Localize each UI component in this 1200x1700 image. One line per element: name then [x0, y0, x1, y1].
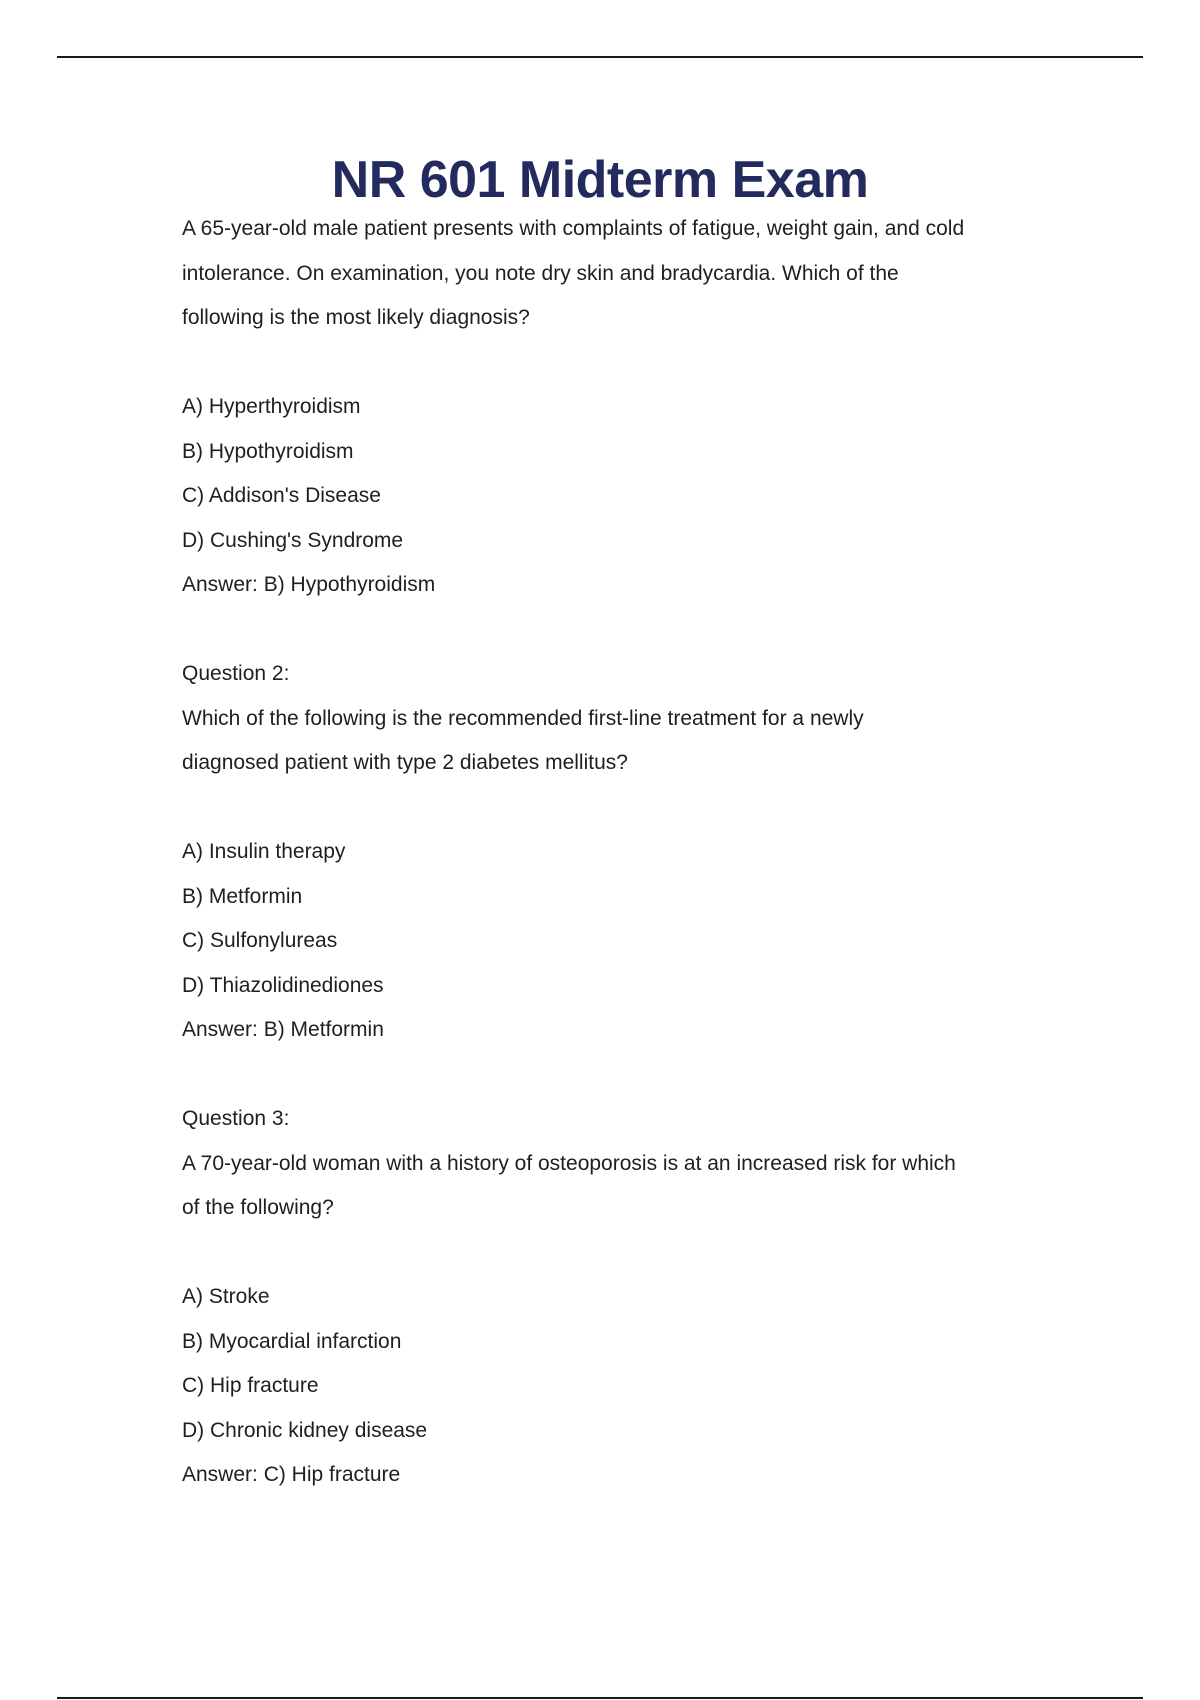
question-1-text-line: following is the most likely diagnosis? [182, 306, 530, 329]
question-3-label: Question 3: [182, 1107, 290, 1130]
question-1-option-c: C) Addison's Disease [182, 484, 381, 507]
spacer [182, 341, 1042, 386]
spacer [182, 1053, 1042, 1098]
question-2-text-line: Which of the following is the recommended first-line treatment for a newly [182, 706, 864, 730]
question-2-answer: Answer: B) Metformin [182, 1018, 384, 1041]
question-3-text-line: A 70-year-old woman with a history of osteoporosis is at an increased risk for which [182, 1151, 956, 1175]
question-3-text-line: of the following? [182, 1196, 334, 1219]
question-1-option-d: D) Cushing's Syndrome [182, 528, 404, 552]
question-1-option-b: B) Hypothyroidism [182, 439, 354, 463]
bottom-rule [57, 1697, 1143, 1699]
question-3-option-c: C) Hip fracture [182, 1374, 319, 1397]
question-1-answer: Answer: B) Hypothyroidism [182, 573, 436, 596]
exam-content [182, 207, 1042, 1498]
question-1-option-a: A) Hyperthyroidism [182, 395, 361, 418]
question-3-option-a: A) Stroke [182, 1285, 270, 1308]
question-2-option-a: A) Insulin therapy [182, 840, 346, 863]
question-2 [182, 652, 1042, 1053]
question-3-option-d: D) Chronic kidney disease [182, 1418, 428, 1442]
question-1 [182, 207, 1042, 608]
spacer [182, 608, 1042, 653]
question-2-option-d: D) Thiazolidinediones [182, 973, 384, 997]
spacer [182, 1231, 1042, 1276]
question-2-option-b: B) Metformin [182, 884, 303, 908]
question-3 [182, 1097, 1042, 1498]
question-1-text-line: A 65-year-old male patient presents with complaints of fatigue, weight gain, and cold [182, 217, 965, 240]
question-2-label: Question 2: [182, 662, 290, 685]
question-2-option-c: C) Sulfonylureas [182, 929, 338, 952]
question-2-text-line: diagnosed patient with type 2 diabetes mellitus? [182, 751, 628, 774]
page-title: NR 601 Midterm Exam [331, 151, 869, 209]
top-rule [57, 56, 1143, 58]
question-3-option-b: B) Myocardial infarction [182, 1329, 402, 1353]
question-3-answer: Answer: C) Hip fracture [182, 1463, 401, 1486]
question-1-text-line: intolerance. On examination, you note dry skin and bradycardia. Which of the [182, 261, 899, 285]
spacer [182, 786, 1042, 831]
